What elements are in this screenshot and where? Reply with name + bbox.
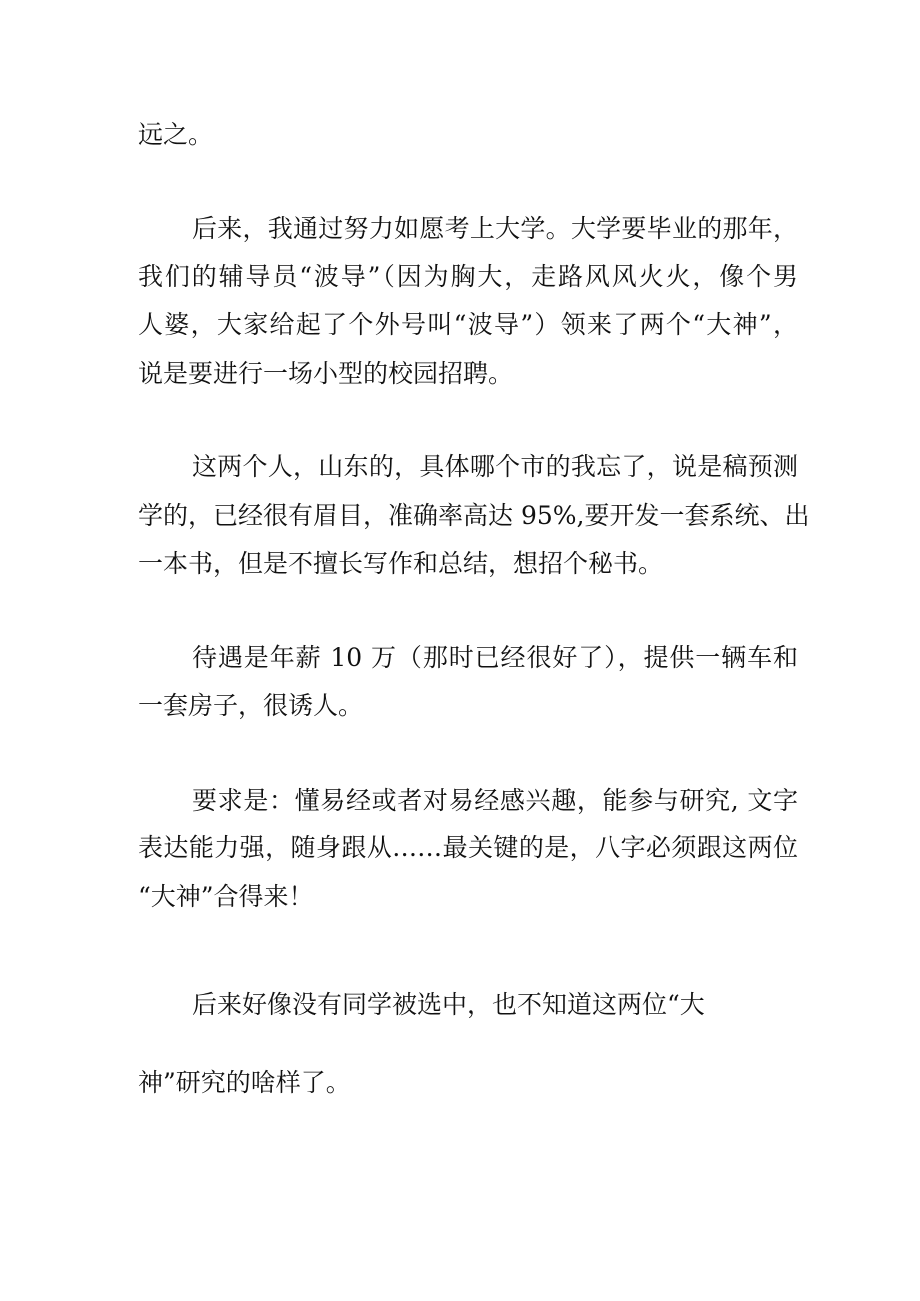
paragraph-3-line-1: 这两个人，山东的，具体哪个市的我忘了，说是稿预测	[192, 452, 798, 481]
paragraph-2-line-1: 后来，我通过努力如愿考上大学。大学要毕业的那年，	[192, 214, 798, 243]
paragraph-5-line-2: 表达能力强，随身跟从……最关键的是，八字必须跟这两位	[138, 833, 798, 862]
paragraph-6-line-2: 神”研究的啥样了。	[138, 1068, 351, 1097]
paragraph-3-line-3: 一本书，但是不擅长写作和总结，想招个秘书。	[138, 549, 664, 578]
paragraph-2-line-2: 我们的辅导员“波导”（因为胸大，走路风风火火，像个男	[138, 262, 798, 291]
paragraph-2-line-3: 人婆，大家给起了个外号叫“波导”）领来了两个“大神”，	[138, 310, 798, 339]
paragraph-5-line-3: “大神”合得来！	[138, 882, 314, 911]
paragraph-4-line-1: 待遇是年薪 10 万（那时已经很好了），提供一辆车和	[192, 643, 798, 672]
paragraph-1-line-1: 远之。	[138, 120, 214, 149]
paragraph-2-line-4: 说是要进行一场小型的校园招聘。	[138, 359, 514, 388]
paragraph-3-line-2: 学的，已经很有眉目，准确率高达 95%,要开发一套系统、出	[138, 501, 810, 530]
paragraph-5-line-1: 要求是：懂易经或者对易经感兴趣，能参与研究, 文字	[192, 786, 798, 815]
paragraph-4-line-2: 一套房子，很诱人。	[138, 691, 364, 720]
paragraph-6-line-1: 后来好像没有同学被选中，也不知道这两位“大	[192, 990, 705, 1019]
